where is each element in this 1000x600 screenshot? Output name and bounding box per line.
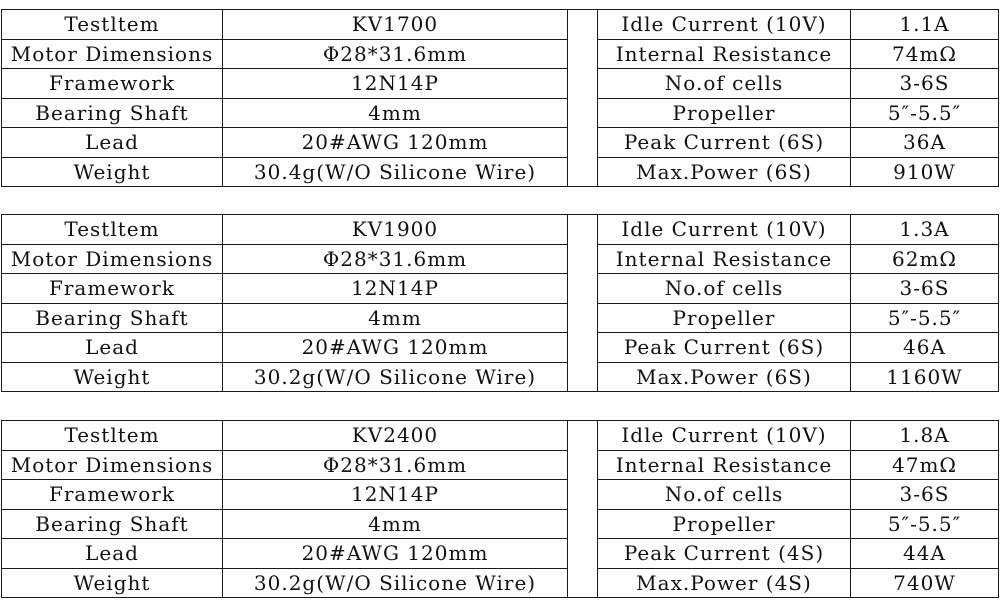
spec-label: Motor Dimensions <box>2 39 223 69</box>
table-row <box>2 98 999 128</box>
spec-label: Idle Current (10V) <box>598 10 851 40</box>
spec-value: 5″-5.5″ <box>851 509 999 539</box>
table-row <box>2 303 999 333</box>
spec-value: 1160W <box>851 362 999 392</box>
spec-value: 5″-5.5″ <box>851 303 999 333</box>
spec-label: Weight <box>2 157 223 187</box>
spec-value: Φ28*31.6mm <box>223 39 568 69</box>
spec-value: 4mm <box>223 509 568 539</box>
spec-label: Propeller <box>598 509 851 539</box>
spec-label: Max.Power (6S) <box>598 157 851 187</box>
column-gap <box>568 10 598 187</box>
spec-label: No.of cells <box>598 480 851 510</box>
spec-value: 44A <box>851 539 999 569</box>
spec-label: Peak Current (6S) <box>598 128 851 158</box>
spec-label: Idle Current (10V) <box>598 215 851 245</box>
spec-value: 740W <box>851 568 999 598</box>
column-gap <box>568 421 598 598</box>
column-gap <box>568 215 598 392</box>
spec-label: Lead <box>2 128 223 158</box>
spec-value: 74mΩ <box>851 39 999 69</box>
spec-value: 910W <box>851 157 999 187</box>
spec-value: 4mm <box>223 303 568 333</box>
spec-value: 1.8A <box>851 421 999 451</box>
spec-label: Lead <box>2 539 223 569</box>
spec-label: Framework <box>2 69 223 99</box>
spec-value: 20#AWG 120mm <box>223 128 568 158</box>
spec-value: KV2400 <box>223 421 568 451</box>
spec-label: No.of cells <box>598 69 851 99</box>
table-row <box>2 69 999 99</box>
table-row <box>2 39 999 69</box>
spec-value: 12N14P <box>223 480 568 510</box>
spec-label: Bearing Shaft <box>2 509 223 539</box>
table-row <box>2 333 999 363</box>
table-row <box>2 480 999 510</box>
spec-value: 12N14P <box>223 274 568 304</box>
spec-value: 1.3A <box>851 215 999 245</box>
spec-label: Weight <box>2 362 223 392</box>
spec-value: 12N14P <box>223 69 568 99</box>
spec-label: Framework <box>2 480 223 510</box>
table-row <box>2 362 999 392</box>
spec-value: KV1700 <box>223 10 568 40</box>
spec-label: Weight <box>2 568 223 598</box>
spec-value: 20#AWG 120mm <box>223 539 568 569</box>
table-row <box>2 128 999 158</box>
spec-label: Testltem <box>2 421 223 451</box>
table-row <box>2 421 999 451</box>
spec-label: Motor Dimensions <box>2 244 223 274</box>
spec-value: 36A <box>851 128 999 158</box>
spec-value: 3-6S <box>851 480 999 510</box>
spec-label: Propeller <box>598 303 851 333</box>
table-row <box>2 539 999 569</box>
spec-value: 4mm <box>223 98 568 128</box>
spec-value: 30.4g(W/O Silicone Wire) <box>223 157 568 187</box>
spec-value: 1.1A <box>851 10 999 40</box>
spec-label: No.of cells <box>598 274 851 304</box>
spec-value: 3-6S <box>851 274 999 304</box>
spec-value: 46A <box>851 333 999 363</box>
table-row <box>2 509 999 539</box>
spec-table-kv1700 <box>1 9 999 187</box>
spec-value: 47mΩ <box>851 450 999 480</box>
spec-value: 30.2g(W/O Silicone Wire) <box>223 362 568 392</box>
table-row <box>2 10 999 40</box>
spec-label: Framework <box>2 274 223 304</box>
table-row <box>2 568 999 598</box>
spec-label: Max.Power (4S) <box>598 568 851 598</box>
table-row <box>2 244 999 274</box>
spec-value: Φ28*31.6mm <box>223 244 568 274</box>
spec-value: 3-6S <box>851 69 999 99</box>
spec-label: Lead <box>2 333 223 363</box>
spec-label: Internal Resistance <box>598 39 851 69</box>
spec-label: Propeller <box>598 98 851 128</box>
spec-table-kv2400 <box>1 420 999 598</box>
spec-label: Idle Current (10V) <box>598 421 851 451</box>
spec-label: Max.Power (6S) <box>598 362 851 392</box>
spec-value: Φ28*31.6mm <box>223 450 568 480</box>
spec-table-kv1900 <box>1 214 999 392</box>
spec-label: Testltem <box>2 215 223 245</box>
spec-label: Peak Current (6S) <box>598 333 851 363</box>
spec-value: 5″-5.5″ <box>851 98 999 128</box>
spec-label: Testltem <box>2 10 223 40</box>
table-row <box>2 157 999 187</box>
spec-value: 20#AWG 120mm <box>223 333 568 363</box>
table-row <box>2 450 999 480</box>
spec-label: Bearing Shaft <box>2 303 223 333</box>
spec-label: Bearing Shaft <box>2 98 223 128</box>
table-row <box>2 215 999 245</box>
spec-label: Peak Current (4S) <box>598 539 851 569</box>
table-row <box>2 274 999 304</box>
spec-value: 62mΩ <box>851 244 999 274</box>
spec-label: Internal Resistance <box>598 244 851 274</box>
spec-value: 30.2g(W/O Silicone Wire) <box>223 568 568 598</box>
spec-label: Motor Dimensions <box>2 450 223 480</box>
spec-label: Internal Resistance <box>598 450 851 480</box>
spec-value: KV1900 <box>223 215 568 245</box>
